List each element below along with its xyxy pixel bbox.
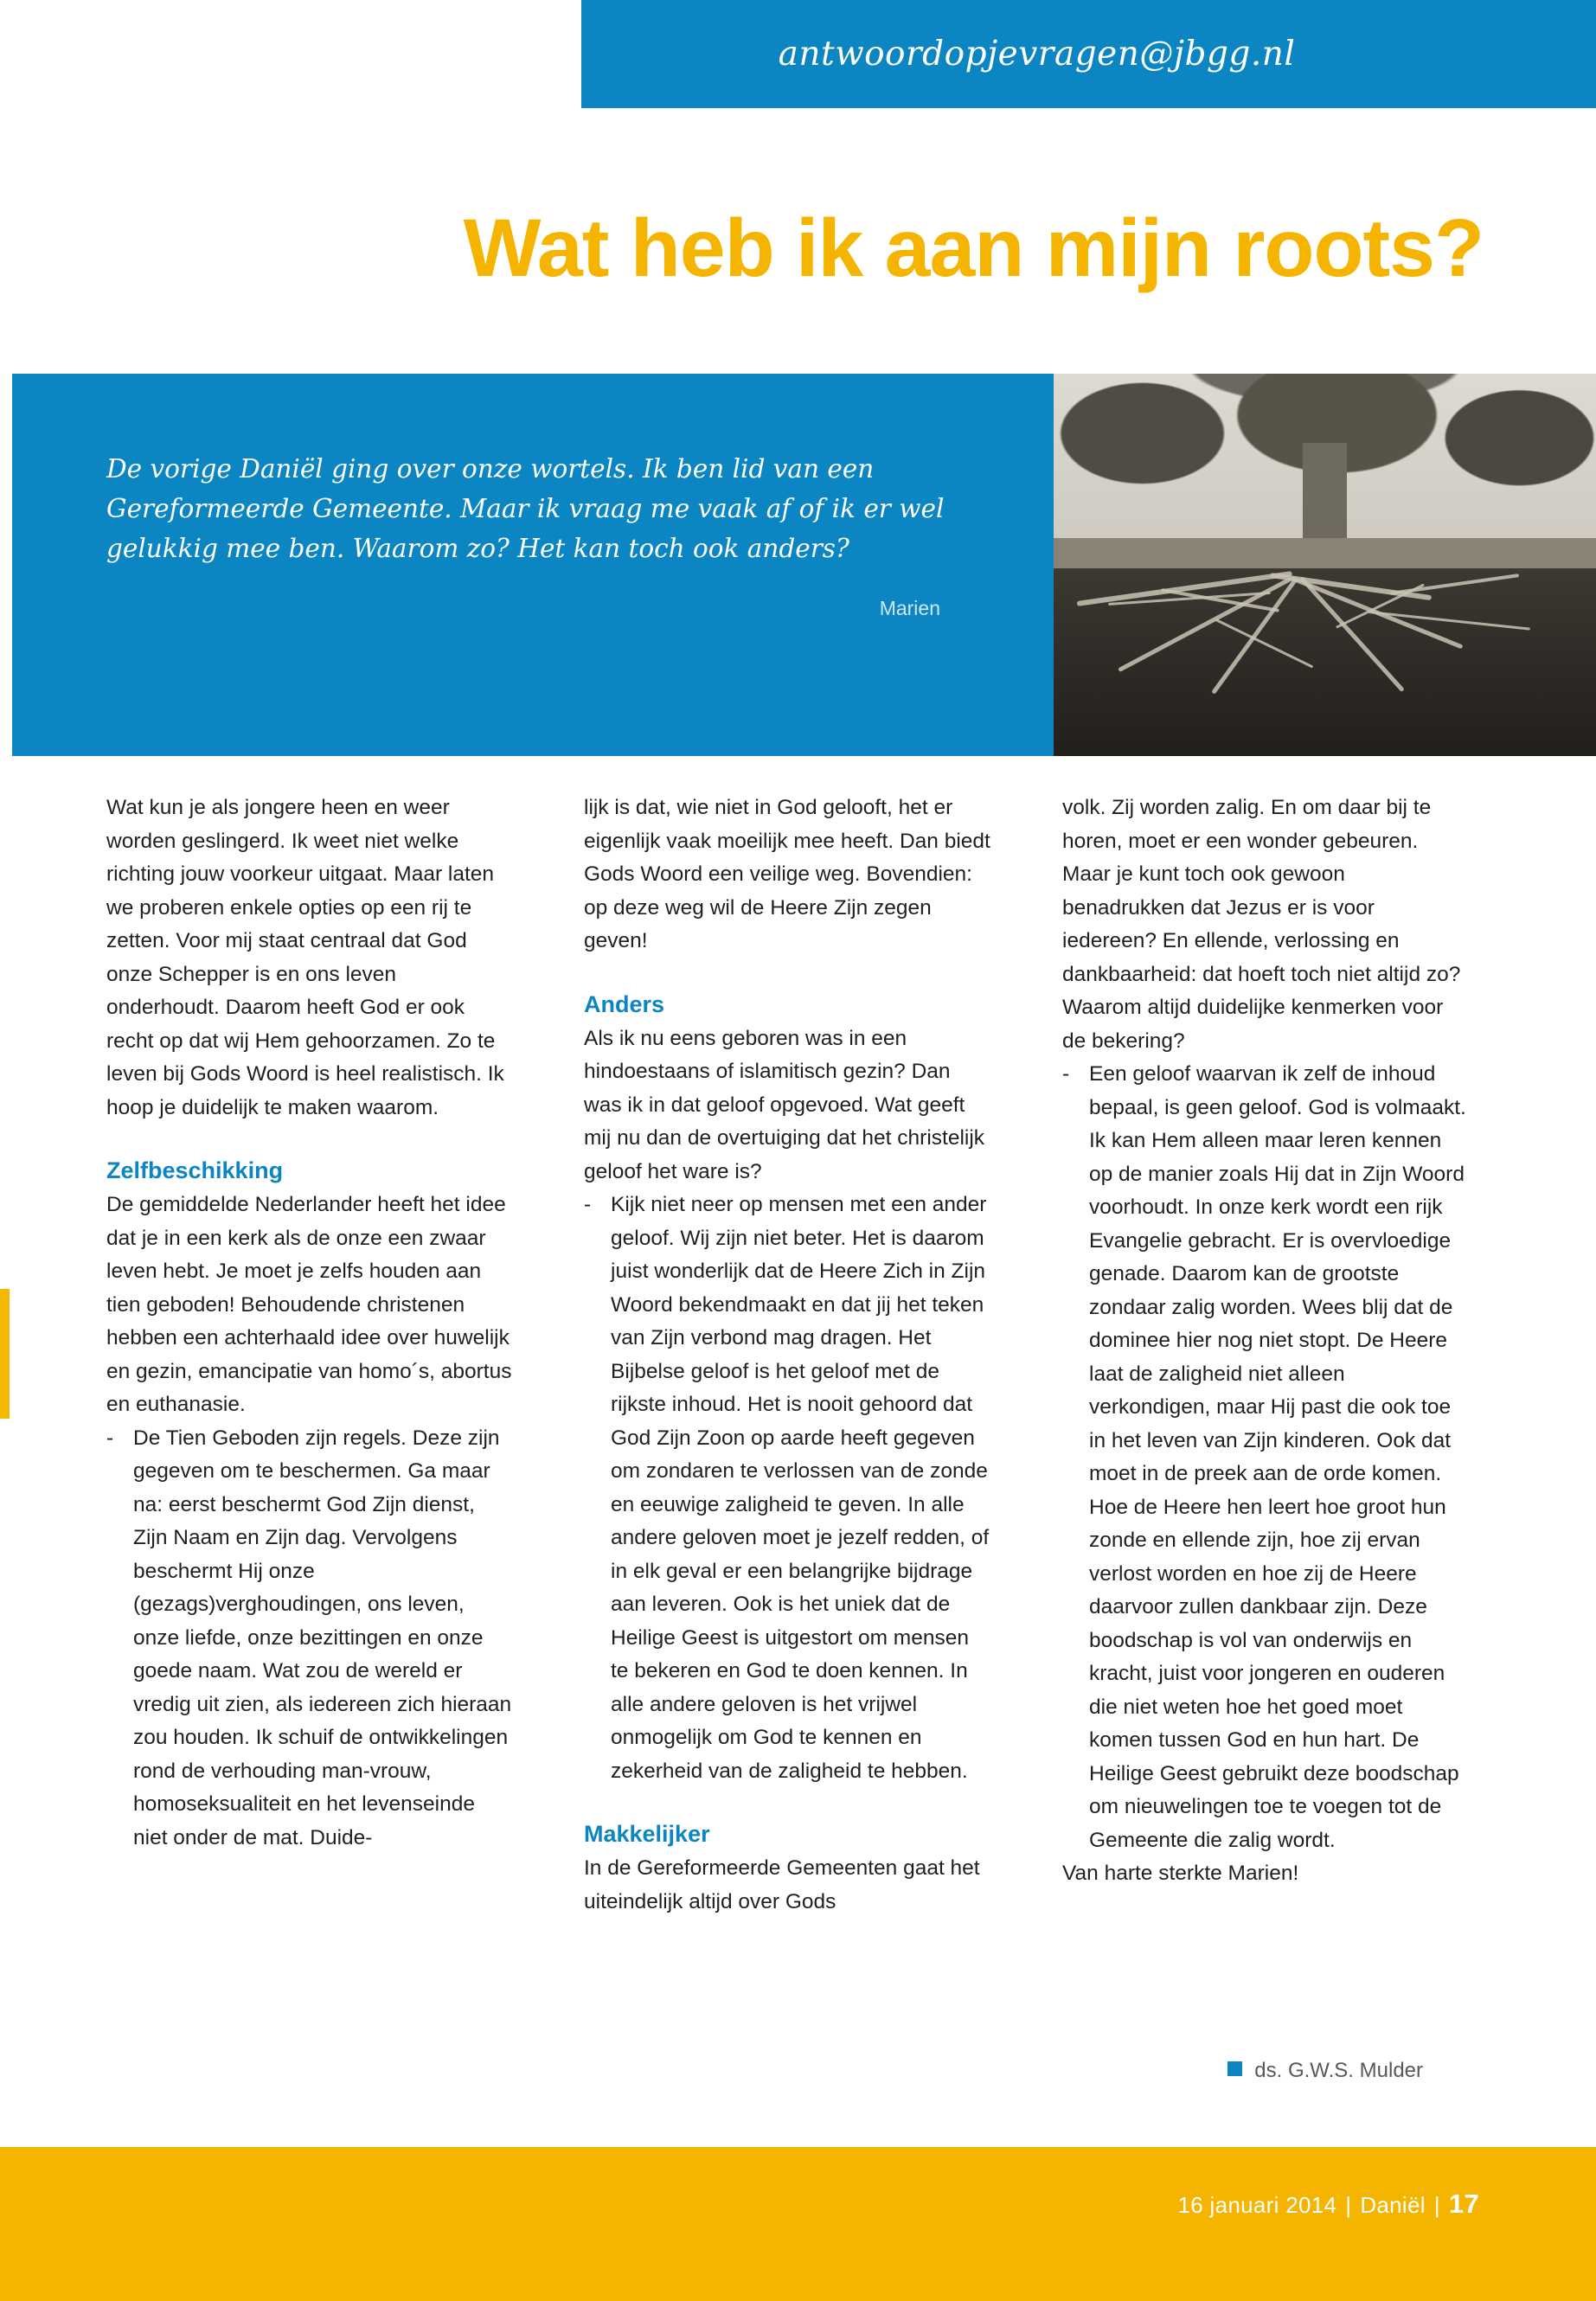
photo-ground-line bbox=[1054, 538, 1596, 568]
left-accent-strip bbox=[0, 1289, 10, 1419]
footer-magazine: Daniël bbox=[1360, 2192, 1426, 2218]
signature-name: ds. G.W.S. Mulder bbox=[1254, 2059, 1423, 2082]
intro-author: Marien bbox=[879, 597, 940, 619]
left-margin-strip bbox=[0, 0, 12, 2301]
intro-question: De vorige Daniël ging over onze wortels. Ik ben lid van een Gereformeerde Gemeente. Maar ik vraag me vaak af of ik er wel gelukkig mee ben. Waarom zo? Het kan toch ook anders? bbox=[106, 454, 945, 563]
footer-separator: | bbox=[1345, 2192, 1352, 2218]
footer-info bbox=[1178, 2189, 1480, 2220]
list-item-text: De Tien Geboden zijn regels. Deze zijn gegeven om te beschermen. Ga maar na: eerst beschermt God Zijn dienst, Zijn Naam en Zijn dag. Vervolgens beschermt Hij onze (gezags)verghoudingen, ons leven, onze liefde, onze bezittingen en onze goede naam. Wat zou de wereld er vredig uit zien, als iedereen zich hieraan zou houden. Ik schuif de ontwikkelingen rond de verhouding man-vrouw, homoseksualiteit en het levenseinde niet onder de mat. Duide- bbox=[133, 1426, 512, 1849]
page-title: Wat heb ik aan mijn roots? bbox=[463, 202, 1484, 294]
column-1 bbox=[106, 792, 513, 1855]
paragraph: volk. Zij worden zalig. En om daar bij te horen, moet er een wonder gebeuren. Maar je kunt toch ook gewoon benadrukken dat Jezus er is voor iedereen? En ellende, verlossing en dankbaarheid: dat hoeft toch niet altijd zo? Waarom altijd duidelijke kenmerken voor de bekering? bbox=[1062, 796, 1461, 1053]
dash-bullet: - bbox=[106, 1426, 114, 1450]
square-bullet-icon bbox=[1227, 2061, 1242, 2076]
column-2 bbox=[584, 792, 990, 1919]
tree-roots-photo bbox=[1054, 374, 1596, 756]
footer-bar bbox=[0, 2147, 1596, 2301]
paragraph: lijk is dat, wie niet in God gelooft, het er eigenlijk vaak moeilijk mee heeft. Dan biedt Gods Woord een veilige weg. Bovendien: op deze weg wil de Heere Zijn zegen geven! bbox=[584, 796, 990, 952]
email-address: antwoordopjevragen@jbgg.nl bbox=[778, 35, 1296, 74]
author-signature bbox=[956, 2059, 1423, 2083]
paragraph: De gemiddelde Nederlander heeft het idee dat je in een kerk als de onze een zwaar leven hebt. Je moet je zelfs houden aan tien geboden! Behoudende christenen hebben een achterhaald idee over huwelijk en gezin, emancipatie van homo´s, abortus en euthanasie. bbox=[106, 1193, 512, 1416]
paragraph: Als ik nu eens geboren was in een hindoestaans of islamitisch gezin? Dan was ik in dat geloof opgevoed. Wat geeft mij nu dan de overtuiging dat het christelijk geloof het ware is? bbox=[584, 1026, 985, 1183]
dash-bullet: - bbox=[1062, 1062, 1070, 1086]
email-banner bbox=[581, 0, 1596, 108]
section-heading-zelfbeschikking: Zelfbeschikking bbox=[106, 1157, 284, 1183]
list-item-text: Een geloof waarvan ik zelf de inhoud bepaal, is geen geloof. God is volmaakt. Ik kan Hem alleen maar leren kennen op de manier zoals Hij dat in Zijn Woord voorhoudt. In onze kerk wordt een rijk Evangelie gebracht. Er is overvloedige genade. Daarom kan de grootste zondaar zalig worden. Wees blij dat de dominee hier nog niet stopt. De Heere laat de zaligheid niet alleen verkondigen, maar Hij past die ook toe in het leven van Zijn kinderen. Ook dat moet in de preek aan de orde komen. Hoe de Heere hen leert hoe groot hun zonde en ellende zijn, hoe zij ervan verlost worden en hoe zij de Heere daarvoor zullen dankbaar zijn. Deze boodschap is vol van onderwijs en kracht, juist voor jongeren en ouderen die niet weten hoe het goed moet komen tussen God en hun hart. De Heilige Geest gebruikt deze boodschap om nieuwelingen toe te voegen tot de Gemeente die zalig wordt. bbox=[1089, 1062, 1466, 1852]
footer-separator: | bbox=[1433, 2192, 1440, 2218]
page-number: 17 bbox=[1448, 2189, 1479, 2219]
list-item bbox=[106, 1422, 513, 1856]
paragraph: Wat kun je als jongere heen en weer worden geslingerd. Ik weet niet welke richting jouw voorkeur uitgaat. Maar laten we proberen enkele opties op een rij te zetten. Voor mij staat centraal dat God onze Schepper is en ons leven onderhoudt. Daarom heeft God er ook recht op dat wij Hem gehoorzamen. Zo te leven bij Gods Woord is heel realistisch. Ik hoop je duidelijk te maken waarom. bbox=[106, 796, 504, 1119]
list-item bbox=[1062, 1058, 1469, 1857]
footer-date: 16 januari 2014 bbox=[1177, 2192, 1337, 2218]
dash-bullet: - bbox=[584, 1193, 592, 1216]
paragraph: In de Gereformeerde Gemeenten gaat het uiteindelijk altijd over Gods bbox=[584, 1856, 980, 1913]
section-heading-makkelijker: Makkelijker bbox=[584, 1821, 710, 1847]
column-3 bbox=[1062, 792, 1469, 1891]
list-item bbox=[584, 1189, 990, 1788]
closing-line: Van harte sterkte Marien! bbox=[1062, 1862, 1299, 1885]
section-heading-anders: Anders bbox=[584, 990, 665, 1017]
list-item-text: Kijk niet neer op mensen met een ander geloof. Wij zijn niet beter. Het is daarom juist wonderlijk dat de Heere Zich in Zijn Woord bekendmaakt en dat jij het teken van Zijn verbond mag dragen. Het Bijbelse geloof is het geloof met de rijkste inhoud. Het is nooit gehoord dat God Zijn Zoon op aarde heeft gegeven om zondaren te verlossen van de zonde en eeuwige zaligheid te geven. In alle andere geloven moet je jezelf redden, of in elk geval er een belangrijke bijdrage aan leveren. Ook is het uniek dat de Heilige Geest is uitgestort om mensen te bekeren en God te doen kennen. In alle andere geloven is het vrijwel onmogelijk om God te kennen en zekerheid van de zaligheid te hebben. bbox=[611, 1193, 990, 1783]
